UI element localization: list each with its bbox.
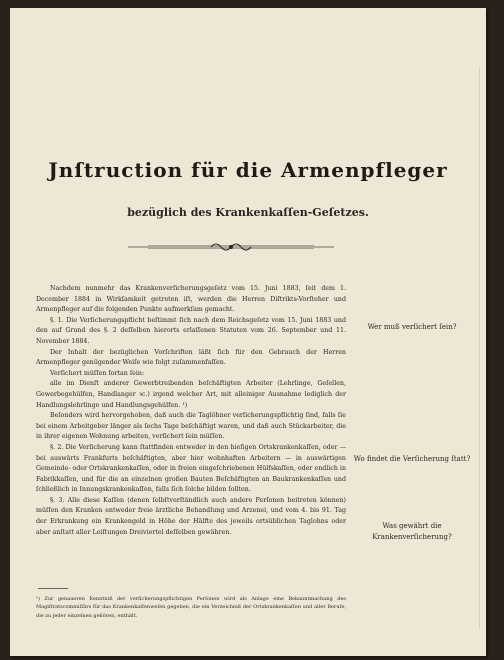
body-text [36, 284, 346, 538]
side-note-where: Wo findet die Verſicherung ſtatt? [353, 455, 471, 463]
side-note-who: Wer muß verſichert ſein? [367, 323, 457, 331]
paragraph-section-3: §. 3. Alle diese Kaſſen (denen ſelbſtverſtändlich auch andere Perſonen beitreten können) müſſen den Kranken entweder freie ärztliche Behandlung und Arzenei, und vom 4. bis 91. Tag der Erkrankung ein Krankengeld in Höhe der Hälfte des jeweils ortsüblichen Taglohns oder aber anſtatt aller Leiſtungen Dreiviertel deſſelben gewähren. [36, 496, 346, 536]
paragraph-workers: alle im Dienſt anderer Gewerbtreibenden beſchäftigten Arbeiter (Lehrlinge, Geſellen, Gewerbegehülfen, Handlanger ꝛc.) irgend welcher Art, mit alleiniger Ausnahme lediglich der Handlungslehrlinge und Handlungsgehülfen. ¹) [36, 380, 346, 409]
paragraph-section-2: §. 2. Die Verſicherung kann ſtattfinden entweder in den hieſigen Ortskrankenkaſſen, oder — bei auswärts Frankfurts beſchäftigten, aber hier wohnhaften Arbeitern — in auswärtigen Gemeinde- oder Ortskrankenkaſſen, oder in freien eingeſchriebenen Hülfskaſſen, oder endlich in Fabrikkaſſen, und für die an einzelnen großen Bauten Beſchäftigten an Baukrankenkaſſen und ſchließlich in Innungskrankenkaſſen, falls ſich ſolche bilden ſollten. [36, 443, 346, 494]
document-subtitle: bezüglich des Krankenkaſſen-Geſetzes. [127, 206, 369, 219]
document-page [10, 8, 486, 656]
document-title: Jnſtruction für die Armenpfleger [48, 158, 448, 182]
footnote-rule [38, 588, 68, 589]
paragraph-section-1: §. 1. Die Verſicherungspflicht beſtimmt ſich nach dem Reichsgeſetz vom 15. Juni 1883 und den auf Grund des §. 2 deſſelben hierorts erlaſſenen Statuten vom 26. September und 11. November 1884. [36, 316, 346, 345]
paragraph-summary: Der Inhalt der bezüglichen Vorſchriften läßt ſich für den Gebrauch der Herren Armenpfleger genügender Weiſe wie folgt zuſammenfaſſen. [36, 348, 346, 367]
footnote: ¹) Zur genaueren Kenntniß der verſicherungspflichtigen Perſonen wird als Anlage eine Bekanntmachung des Magiſtratscommiſſärs für das Krankenkaſſenweſen gegeben, die ein Verzeichniß der Ortskrankenkaſſen und aller Berufe, die zu jeder einzelnen gehören, enthält. [36, 596, 346, 619]
page-edge-line [479, 68, 480, 628]
side-note-benefits: Was gewährt die Krankenverſicherung? [372, 522, 452, 541]
ornamental-divider [128, 240, 334, 254]
paragraph-insured-heading: Verſichert müſſen fortan ſein: [50, 369, 145, 377]
intro-paragraph: Nachdem nunmehr das Krankenverſicherungsgeſetz vom 15. Juni 1883, ſeit dem 1. December 1884 in Wirkſamkeit getreten iſt, werden die Herren Diſtrikts-Vorſteher und Armenpfleger auf die folgenden Punkte aufmerkſam gemacht. [36, 285, 346, 314]
paragraph-day-labourers: Beſonders wird hervorgehoben, daß auch die Taglöhner verſicherungspflichtig ſind, falls ſie bei einem Arbeitgeber länger als ſechs Tage beſchäftigt waren, und daß auch Stückarbeiter, die in ihrer eigenen Wohnung arbeiten, verſichert ſein müſſen. [36, 412, 346, 441]
